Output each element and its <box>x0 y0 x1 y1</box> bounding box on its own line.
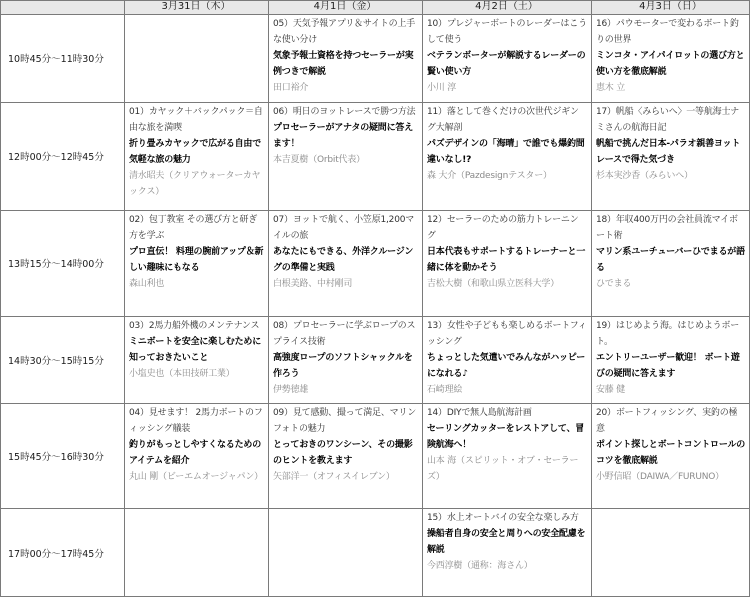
session-title: 03）2馬力船外機のメンテナンス <box>129 321 260 331</box>
grid-line <box>0 508 750 509</box>
session-title: 13）女性や子どもも楽しめるボートフィッシング <box>427 321 587 347</box>
session-subtitle: 折り畳みカヤックで広がる自由で気軽な旅の魅力 <box>129 139 262 165</box>
session-subtitle: パズデザインの「海晴」で誰でも爆釣間違いなし!? <box>427 139 585 165</box>
session-speaker: 丸山 剛（ビーエムオージャパン） <box>129 472 263 482</box>
session-speaker: 吉松大樹（和歌山県立医科大学） <box>427 279 560 289</box>
session-cell <box>124 316 268 403</box>
session-cell <box>591 403 750 508</box>
grid-line <box>0 210 750 211</box>
session-cell <box>124 14 268 102</box>
column-header: 4月3日（日） <box>591 0 750 14</box>
session-cell <box>422 316 591 403</box>
session-cell <box>124 403 268 508</box>
column-header: 4月2日（土） <box>422 0 591 14</box>
session-speaker: 石崎理絵 <box>427 385 463 395</box>
session-cell <box>124 508 268 597</box>
session-title: 15）水上オートバイの安全な楽しみ方 <box>427 513 579 523</box>
session-subtitle: 帆船で挑んだ日本-パラオ親善ヨットレースで得た気づき <box>596 139 741 165</box>
session-subtitle: プロセーラーがアナタの疑問に答えます！ <box>273 123 413 149</box>
session-title: 12）セーラーのための筋力トレーニング <box>427 215 579 241</box>
session-subtitle: あなたにもできる、外洋クルージングの準備と実践 <box>273 247 414 273</box>
session-subtitle: ポイント探しとボートコントロールのコツを徹底解説 <box>596 440 746 466</box>
session-cell <box>124 102 268 210</box>
session-subtitle: プロ直伝！ 料理の腕前アップ＆新しい趣味にもなる <box>129 247 264 273</box>
session-title: 04）見せます！ 2馬力ボートのフィッシング艤装 <box>129 408 263 434</box>
session-subtitle: 釣りがもっとしやすくなるためのアイテムを紹介 <box>129 440 262 466</box>
session-title: 08）プロセーラーに学ぶロープのスプライス技術 <box>273 321 416 347</box>
session-speaker: ひでまる <box>596 279 632 289</box>
grid-line <box>0 102 750 103</box>
session-title: 11）落として巻くだけの次世代ジギング大解剖 <box>427 107 579 133</box>
session-subtitle: 気象予報士資格を持つセーラーが実例つきで解説 <box>273 51 414 77</box>
time-slot: 14時30分〜15時15分 <box>8 355 104 367</box>
session-speaker: 山本 海（スピリット・オブ・セーラーズ） <box>427 456 579 482</box>
session-subtitle: 操船者自身の安全と周りへの安全配慮を解説 <box>427 529 586 555</box>
session-cell <box>124 210 268 316</box>
session-subtitle: とっておきのワンシーン、その撮影のヒントを教えます <box>273 440 413 466</box>
session-title: 07）ヨットで航く、小笠原1,200マイルの旅 <box>273 215 415 241</box>
session-speaker: 森山利也 <box>129 279 165 289</box>
session-cell <box>591 316 750 403</box>
session-speaker: 小野信昭（DAIWA／FURUNO） <box>596 472 724 482</box>
session-subtitle: ミンコタ・アイパイロットの選び方と使い方を徹底解説 <box>596 51 745 77</box>
session-cell <box>268 508 422 597</box>
session-speaker: 杉本実沙香（みらいへ） <box>596 171 693 181</box>
session-speaker: 小塩史也（本田技研工業） <box>129 369 235 379</box>
column-header: 3月31日（木） <box>124 0 268 14</box>
session-subtitle: 高強度ロープのソフトシャックルを作ろう <box>273 353 413 379</box>
session-speaker: 小川 淳 <box>427 83 457 93</box>
session-speaker: 田口裕介 <box>273 83 309 93</box>
session-speaker: 矢部洋一（オフィスイレブン） <box>273 472 395 482</box>
time-slot: 13時15分〜14時00分 <box>8 259 104 270</box>
session-cell <box>591 102 750 210</box>
session-speaker: 清水昭夫（クリアウォーターカヤックス） <box>129 171 261 197</box>
session-title: 09）見て感動、撮って満足、マリンフォトの魅力 <box>273 408 417 434</box>
time-slot: 15時45分〜16時30分 <box>8 451 104 463</box>
session-title: 20）ボートフィッシング、実釣の極意 <box>596 408 738 434</box>
session-subtitle: 日本代表もサポートするトレーナーと一緒に体を動かそう <box>427 247 586 273</box>
grid-line <box>0 0 750 1</box>
session-title: 05）天気予報アプリ＆サイトの上手な使い分け <box>273 19 416 45</box>
session-speaker: 伊勢徳雄 <box>273 385 309 395</box>
session-speaker: 森 大介（Pazdesignテスター） <box>427 171 552 181</box>
session-title: 01）カヤック＋バックパック＝自由な旅を満喫 <box>129 107 263 133</box>
grid-line <box>0 316 750 317</box>
session-cell <box>268 210 422 316</box>
column-header <box>0 0 124 14</box>
session-subtitle: ベテランボーターが解説するレーダーの賢い使い方 <box>427 51 586 77</box>
session-speaker: 白根美路、中村剛司 <box>273 279 353 289</box>
time-slot: 10時45分〜11時30分 <box>8 54 104 65</box>
session-subtitle: セーリングカッターをレストアして、冒険航海へ！ <box>427 424 585 450</box>
column-header: 4月1日（金） <box>268 0 422 14</box>
session-cell <box>268 14 422 102</box>
session-cell <box>268 102 422 210</box>
session-title: 18）年収400万円の会社員流マイボート術 <box>596 215 738 241</box>
session-cell <box>422 102 591 210</box>
session-title: 16）パウモーターで変わるボート釣りの世界 <box>596 19 739 45</box>
session-speaker: 本吉夏樹（Orbit代表） <box>273 155 365 165</box>
grid-line <box>0 14 750 15</box>
session-speaker: 恵木 立 <box>596 83 626 93</box>
session-title: 17）帆船〈みらいへ〉一等航海士ナミさんの航海日記 <box>596 107 740 133</box>
time-slot: 12時00分〜12時45分 <box>8 152 104 163</box>
session-subtitle: ちょっとした気遣いでみんながハッピーになれる♪ <box>427 353 586 379</box>
session-cell <box>591 14 750 102</box>
session-title: 10）プレジャーボートのレーダーはこうして使う <box>427 19 587 45</box>
session-subtitle: ミニボートを安全に楽しむために知っておきたいこと <box>129 337 262 363</box>
session-subtitle: マリン系ユーチューバーひでまるが語る <box>596 247 745 273</box>
session-title: 06）明日のヨットレースで勝つ方法 <box>273 107 416 117</box>
session-title: 02）包丁教室 その選び方と研ぎ方を学ぶ <box>129 215 258 241</box>
session-title: 14）DIYで無人島航海計画 <box>427 408 532 418</box>
session-speaker: 今西淳樹（通称：海さん） <box>427 561 533 571</box>
session-cell <box>591 210 750 316</box>
grid-line <box>0 403 750 404</box>
session-subtitle: エントリーユーザー歓迎！ ボート遊びの疑問に答えます <box>596 353 740 379</box>
session-cell <box>268 403 422 508</box>
session-cell <box>422 210 591 316</box>
session-speaker: 安藤 健 <box>596 385 626 395</box>
session-title: 19）はじめよう海。はじめようボート。 <box>596 321 740 347</box>
session-cell <box>422 403 591 508</box>
session-cell <box>422 14 591 102</box>
session-cell <box>591 508 750 597</box>
session-cell <box>268 316 422 403</box>
time-slot: 17時00分〜17時45分 <box>8 548 104 560</box>
session-cell <box>422 508 591 597</box>
